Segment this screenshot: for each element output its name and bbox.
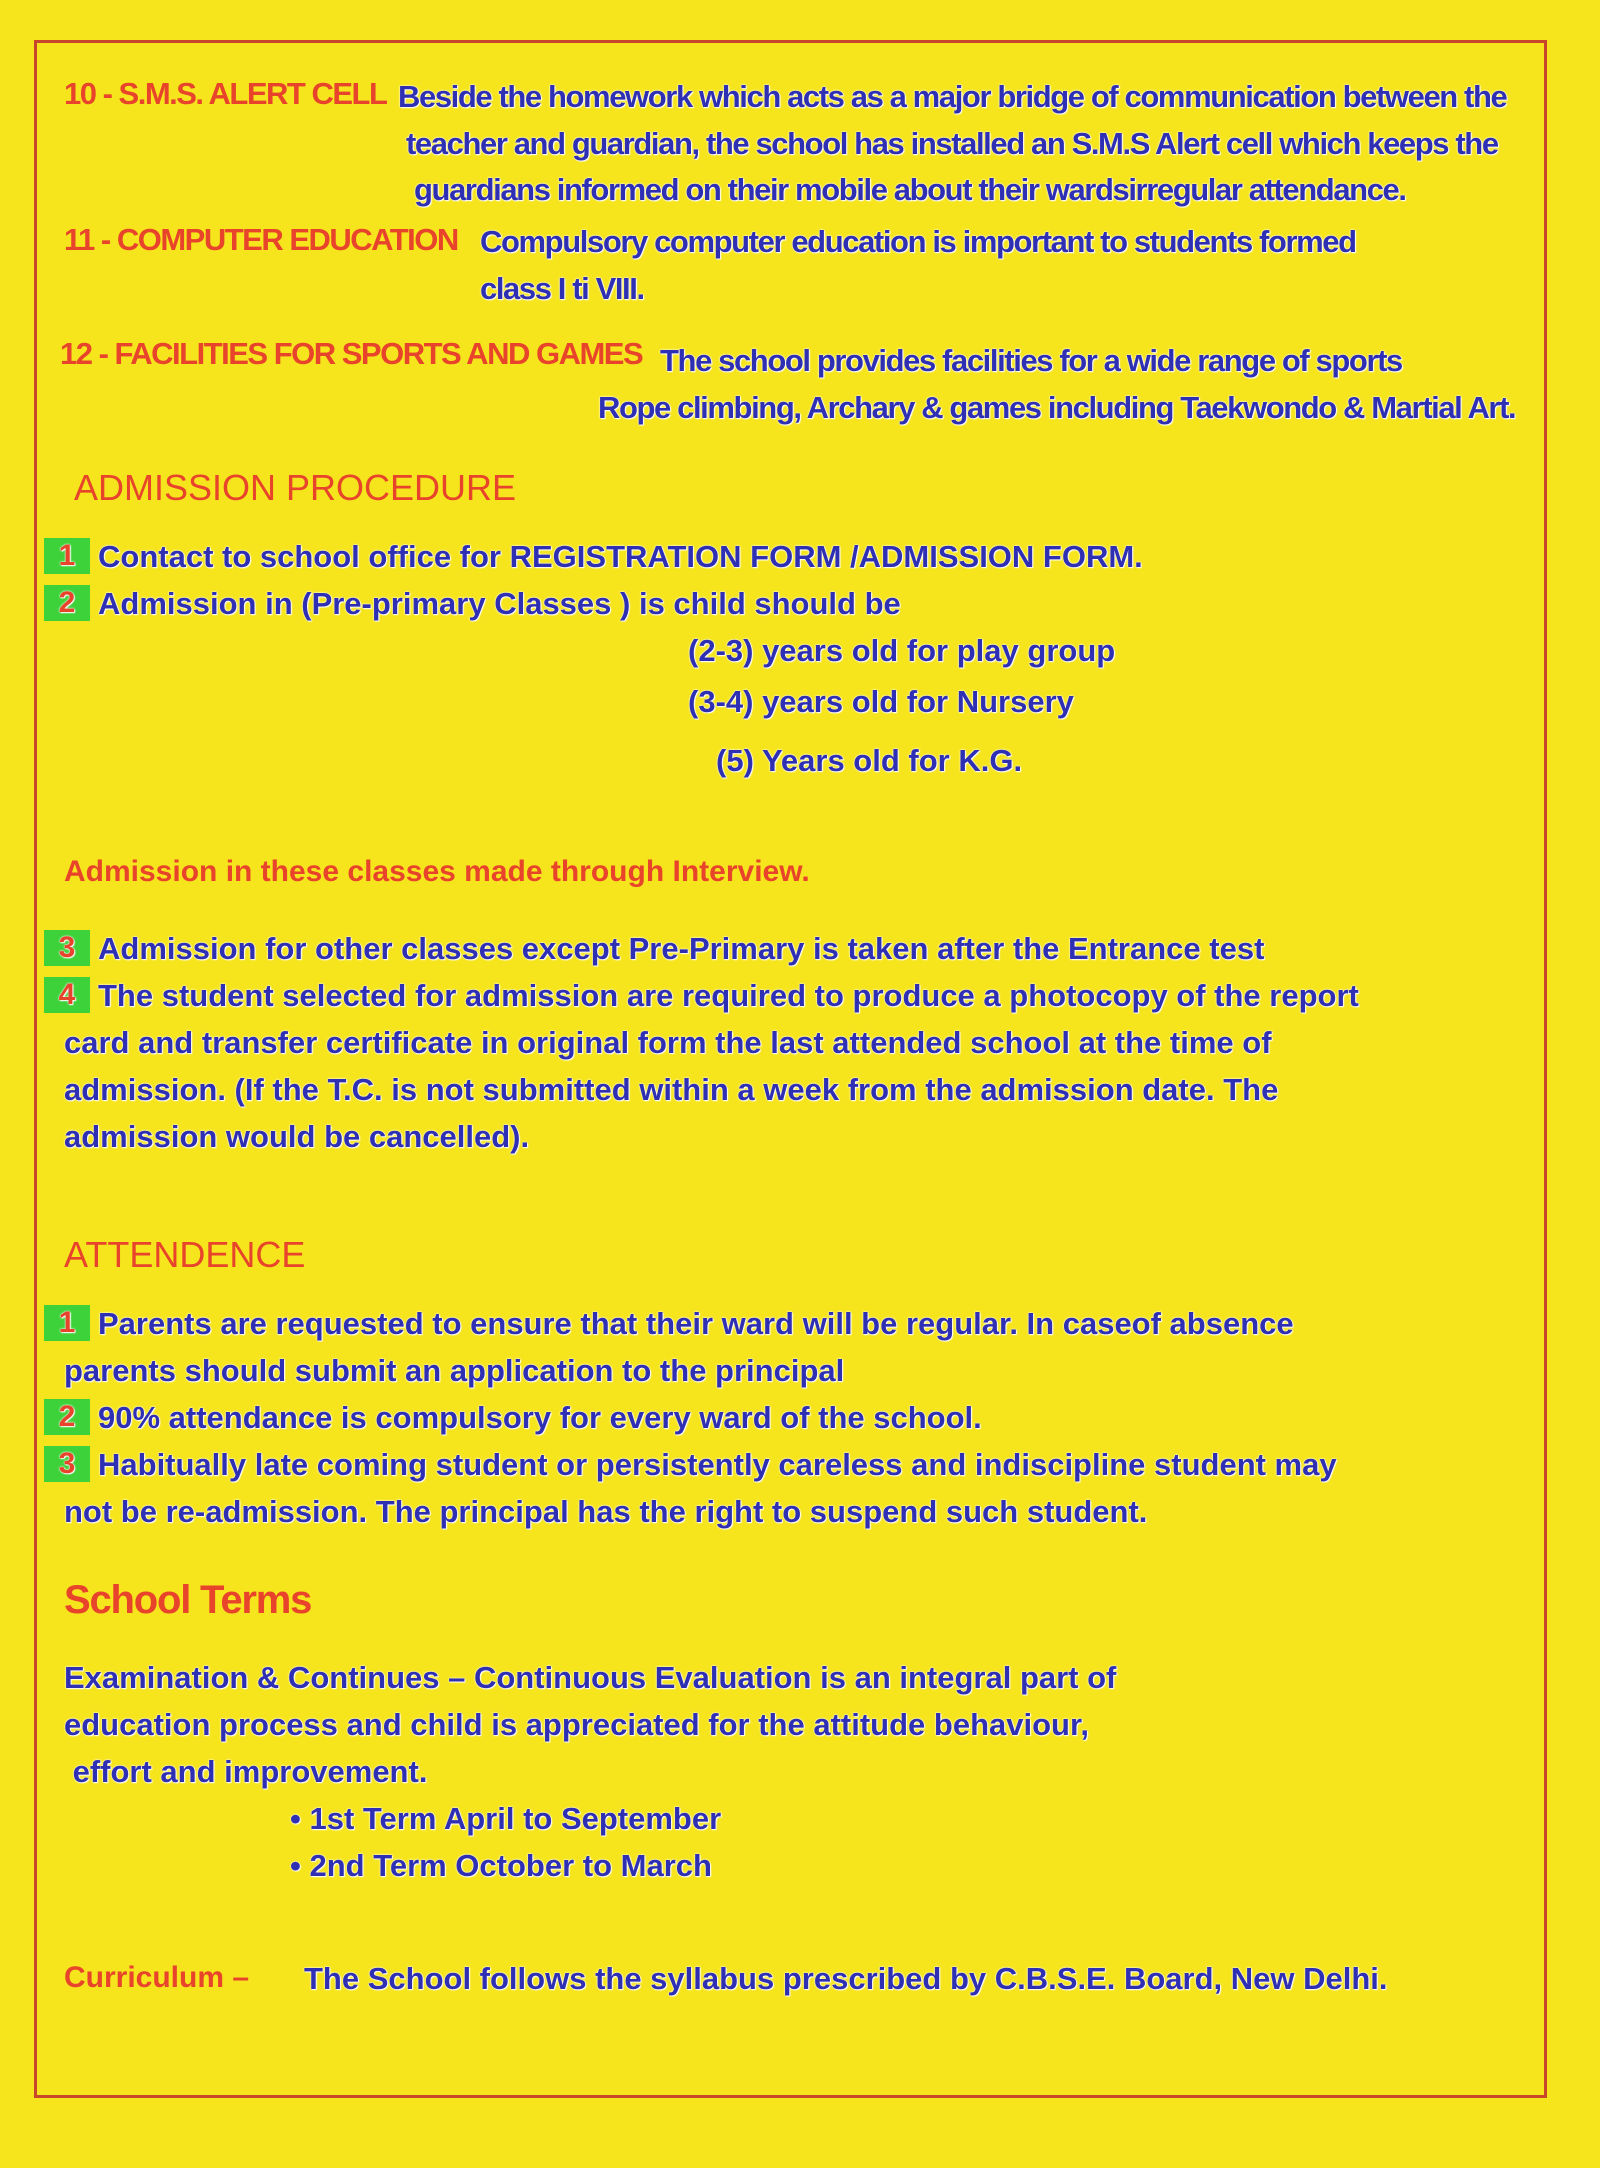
admission-heading: ADMISSION PROCEDURE: [74, 467, 517, 508]
feature-computer-desc-line2: class I ti VIII.: [480, 271, 644, 306]
admission-item-4-text-line1: The student selected for admission are required to produce a photocopy of the report: [98, 978, 1359, 1013]
feature-computer-label: 11 - COMPUTER EDUCATION: [64, 222, 458, 257]
age-nursery: (3-4) years old for Nursery: [688, 684, 1074, 719]
number-badge: 1: [44, 1305, 90, 1341]
number-badge: 4: [44, 977, 90, 1013]
feature-sms-desc-line3: guardians informed on their mobile about their wardsirregular attendance.: [414, 172, 1406, 207]
feature-sms-desc-line1: Beside the homework which acts as a major bridge of communication between the: [398, 79, 1507, 114]
feature-computer-desc-line1: Compulsory computer education is important to students formed: [480, 224, 1356, 259]
attendence-item-3-text-line1: Habitually late coming student or persistently careless and indiscipline student may: [98, 1447, 1337, 1482]
attendence-item-2: [44, 1394, 982, 1441]
number-badge: 2: [44, 585, 90, 621]
attendence-item-3: [44, 1441, 1337, 1488]
admission-item-1-text: Contact to school office for REGISTRATION FORM /ADMISSION FORM.: [98, 539, 1143, 574]
attendence-item-3-line2: not be re-admission. The principal has the right to suspend such student.: [64, 1494, 1148, 1529]
terms-line1: Examination & Continues – Continuous Evaluation is an integral part of: [64, 1660, 1117, 1695]
admission-item-2-text: Admission in (Pre-primary Classes ) is child should be: [98, 586, 901, 621]
attendence-item-1-line2: parents should submit an application to the principal: [64, 1353, 845, 1388]
terms-line3: effort and improvement.: [64, 1754, 428, 1789]
age-play-group: (2-3) years old for play group: [688, 633, 1116, 668]
feature-sports-desc-line2: Rope climbing, Archary & games including Taekwondo & Martial Art.: [598, 390, 1516, 425]
attendence-heading: ATTENDENCE: [64, 1234, 306, 1275]
number-badge: 1: [44, 538, 90, 574]
feature-sports-label: 12 - FACILITIES FOR SPORTS AND GAMES: [60, 336, 643, 371]
admission-item-4-line2: card and transfer certificate in original form the last attended school at the time of: [64, 1025, 1272, 1060]
term-1: • 1st Term April to September: [290, 1801, 722, 1836]
attendence-item-1: [44, 1300, 1294, 1347]
age-kg: (5) Years old for K.G.: [716, 743, 1023, 778]
admission-item-3: [44, 925, 1264, 972]
admission-item-4: [44, 972, 1359, 1019]
admission-item-3-text: Admission for other classes except Pre-Primary is taken after the Entrance test: [98, 931, 1265, 966]
feature-sms-label: 10 - S.M.S. ALERT CELL: [64, 76, 387, 111]
admission-item-1: [44, 533, 1143, 580]
feature-sports-desc-line1: The school provides facilities for a wide range of sports: [660, 343, 1402, 378]
feature-sms-desc-line2: teacher and guardian, the school has installed an S.M.S Alert cell which keeps the: [406, 126, 1498, 161]
terms-line2: education process and child is appreciated for the attitude behaviour,: [64, 1707, 1089, 1742]
admission-item-2: [44, 580, 901, 627]
number-badge: 2: [44, 1399, 90, 1435]
admission-item-4-line3: admission. (If the T.C. is not submitted within a week from the admission date. The: [64, 1072, 1279, 1107]
admission-item-4-line4: admission would be cancelled).: [64, 1119, 530, 1154]
number-badge: 3: [44, 930, 90, 966]
terms-heading: School Terms: [64, 1578, 312, 1622]
attendence-item-1-text-line1: Parents are requested to ensure that their ward will be regular. In caseof absence: [98, 1306, 1294, 1341]
term-2: • 2nd Term October to March: [290, 1848, 712, 1883]
number-badge: 3: [44, 1446, 90, 1482]
curriculum-label: Curriculum –: [64, 1961, 250, 1994]
curriculum-text: The School follows the syllabus prescribed by C.B.S.E. Board, New Delhi.: [304, 1961, 1388, 1996]
attendence-item-2-text: 90% attendance is compulsory for every ward of the school.: [98, 1400, 982, 1435]
admission-interview-note: Admission in these classes made through Interview.: [64, 855, 810, 888]
